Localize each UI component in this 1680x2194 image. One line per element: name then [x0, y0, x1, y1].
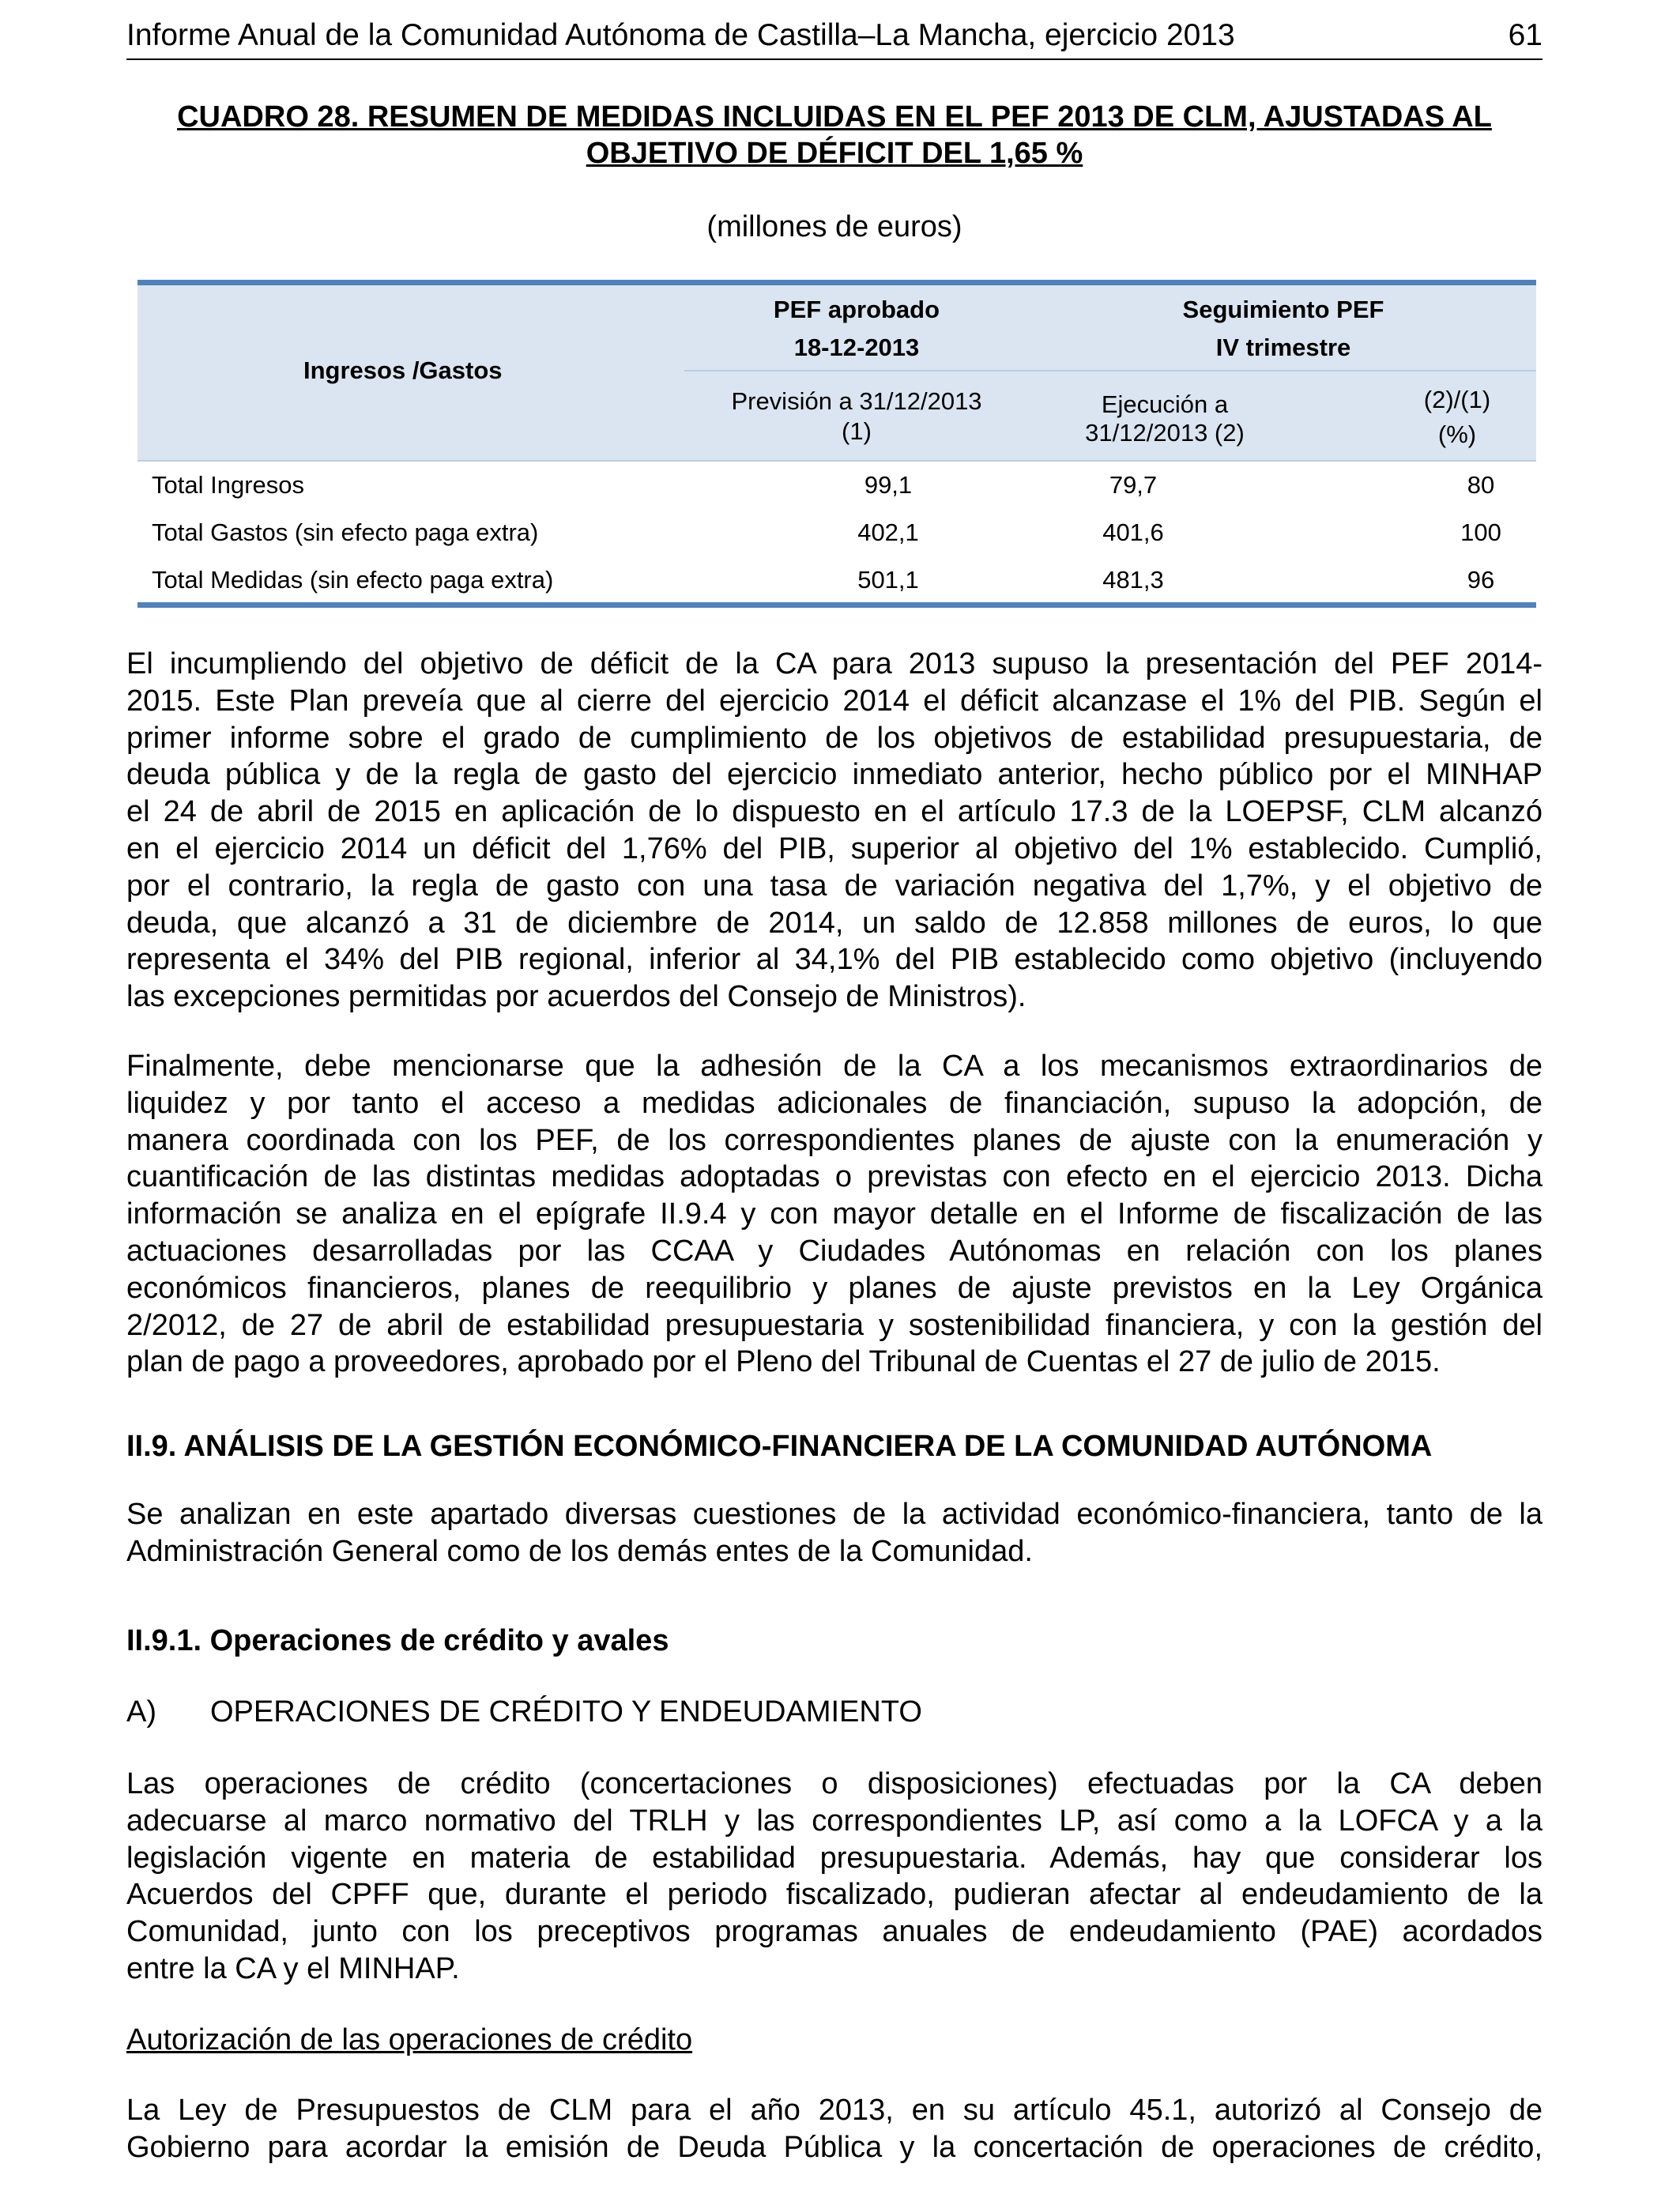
table-row-2-ejecucion: 401,6 — [1102, 518, 1164, 546]
table-caption — [126, 99, 1543, 172]
header-group2-line1: Seguimiento PEF — [1182, 296, 1384, 323]
paragraph-line: Comunidad, junto con los preceptivos programas anuales de endeudamiento (PAE) acordados — [126, 1915, 1543, 1949]
section-heading: II.9. ANÁLISIS DE LA GESTIÓN ECONÓMICO-FINANCIERA DE LA COMUNIDAD AUTÓNOMA — [126, 1430, 1433, 1463]
summary-table — [137, 280, 1536, 612]
table-row-2-ratio: 100 — [1460, 518, 1501, 546]
header-col1-line1: Previsión a 31/12/2013 — [731, 387, 982, 415]
paragraph-line: en el ejercicio 2014 un déficit del 1,76% del PIB, superior al objetivo del 1% establecido. Cumplió, — [126, 831, 1543, 865]
table-row-1-prevision: 99,1 — [864, 471, 913, 499]
paragraph-line: Acuerdos del CPFF que, durante el periodo fiscalizado, pudieran afectar al endeudamiento de la — [126, 1878, 1543, 1912]
table-caption-line-2: OBJETIVO DE DÉFICIT DEL 1,65 % — [586, 137, 1083, 170]
paragraph-line: actuaciones desarrolladas por las CCAA y Ciudades Autónomas en relación con los planes — [126, 1234, 1543, 1268]
header-group1-line1: PEF aprobado — [773, 296, 940, 323]
paragraph-ley-presupuestos — [126, 2092, 1543, 2166]
paragraph-line: legislación vigente en materia de estabilidad presupuestaria. Además, hay que considerar los — [126, 1841, 1543, 1875]
subsection-heading: II.9.1. Operaciones de crédito y avales — [126, 1624, 669, 1657]
paragraph-line: liquidez y por tanto el acceso a medidas adicionales de financiación, supuso la adopción, de — [126, 1086, 1543, 1120]
table-row-1-ejecucion: 79,7 — [1109, 471, 1158, 499]
header-col3-line2: (%) — [1437, 420, 1477, 448]
running-header — [126, 16, 1543, 60]
paragraph-line: entre la CA y el MINHAP. — [126, 1951, 460, 1985]
paragraph-line: representa el 34% del PIB regional, inferior al 34,1% del PIB establecido como objetivo (incluyendo — [126, 943, 1543, 977]
paragraph-line: el 24 de abril de 2015 en aplicación de lo dispuesto en el artículo 17.3 de la LOEPSF, CLM alcanzó — [126, 795, 1543, 829]
header-col2-line2: 31/12/2013 (2) — [1085, 419, 1245, 447]
paragraph-line: Administración General como de los demás entes de la Comunidad. — [126, 1534, 1033, 1568]
table-row-2-prevision: 402,1 — [857, 518, 919, 546]
paragraph-line: primer informe sobre el grado de cumplimiento de los objetivos de estabilidad presupuestaria, de — [126, 721, 1543, 755]
paragraph-operaciones-credito — [126, 1766, 1543, 1988]
header-col1-line2: (1) — [842, 417, 872, 445]
header-group2-line2: IV trimestre — [1215, 334, 1351, 361]
paragraph-line: Se analizan en este apartado diversas cuestiones de la actividad económico-financiera, tanto de la — [126, 1498, 1543, 1531]
paragraph-line: manera coordinada con los PEF, de los correspondientes planes de ajuste con la enumeración y — [126, 1123, 1543, 1157]
paragraph-line: Finalmente, debe mencionarse que la adhesión de la CA a los mecanismos extraordinarios de — [126, 1050, 1543, 1083]
paragraph-line: La Ley de Presupuestos de CLM para el año 2013, en su artículo 45.1, autorizó al Consejo de — [126, 2094, 1543, 2127]
header-row-label: Ingresos /Gastos — [303, 356, 503, 384]
underlined-heading: Autorización de las operaciones de crédito — [126, 2023, 693, 2056]
paragraph-line: información se analiza en el epígrafe II.9.4 y con mayor detalle en el Informe de fiscalización de las — [126, 1197, 1543, 1231]
table-row-3-ratio: 96 — [1467, 566, 1495, 594]
header-col3-line1: (2)/(1) — [1423, 386, 1491, 413]
table-row-3-prevision: 501,1 — [857, 566, 919, 594]
paragraph-line: Las operaciones de crédito (concertaciones o disposiciones) efectuadas por la CA deben — [126, 1767, 1543, 1800]
paragraph-line: deuda pública y de la regla de gasto del ejercicio inmediato anterior, hecho público por el MINHAP — [126, 758, 1543, 792]
paragraph-line: adecuarse al marco normativo del TRLH y las correspondientes LP, así como a la LOFCA y a la — [126, 1804, 1543, 1838]
table-row-2-label: Total Gastos (sin efecto paga extra) — [152, 518, 539, 546]
header-col2-line1: Ejecución a — [1101, 390, 1229, 418]
paragraph-line: cuantificación de las distintas medidas adoptadas o previstas con efecto en el ejercicio 2013. Dicha — [126, 1160, 1543, 1194]
paragraph-line: deuda, que alcanzó a 31 de diciembre de 2014, un saldo de 12.858 millones de euros, lo que — [126, 906, 1543, 940]
paragraph-mecanismos-liquidez — [126, 1048, 1543, 1381]
paragraph-line: 2015. Este Plan preveía que al cierre del ejercicio 2014 el déficit alcanzase el 1% del PIB. Según el — [126, 684, 1543, 718]
item-a-letter: A) — [126, 1695, 156, 1728]
table-row-3-label: Total Medidas (sin efecto paga extra) — [152, 566, 554, 594]
table-bottom-rule — [137, 602, 1536, 608]
table-caption-line-1: CUADRO 28. RESUMEN DE MEDIDAS INCLUIDAS EN EL PEF 2013 DE CLM, AJUSTADAS AL — [177, 100, 1492, 134]
paragraph-line: 2/2012, de 27 de abril de estabilidad presupuestaria y sostenibilidad financiera, y con la gestión del — [126, 1308, 1543, 1342]
paragraph-line: económicos financieros, planes de reequilibrio y planes de ajuste previstos en la Ley Orgánica — [126, 1271, 1543, 1305]
paragraph-pef-2014-2015 — [126, 646, 1543, 1016]
table-subheader-rule — [684, 370, 1536, 371]
paragraph-line: las excepciones permitidas por acuerdos del Consejo de Ministros). — [126, 980, 1026, 1014]
running-header-title: Informe Anual de la Comunidad Autónoma de Castilla–La Mancha, ejercicio 2013 — [126, 18, 1235, 52]
table-top-rule — [137, 280, 1536, 285]
paragraph-line: El incumpliendo del objetivo de déficit de la CA para 2013 supuso la presentación del PEF 2014- — [126, 647, 1543, 680]
table-header-separator — [137, 460, 1536, 462]
page-number: 61 — [1508, 18, 1543, 52]
paragraph-line: Gobierno para acordar la emisión de Deuda Pública y la concertación de operaciones de crédito, — [126, 2130, 1543, 2164]
header-group1-line2: 18-12-2013 — [793, 334, 920, 361]
paragraph-line: plan de pago a proveedores, aprobado por el Pleno del Tribunal de Cuentas el 27 de julio de 2015. — [126, 1345, 1441, 1379]
item-a-title: OPERACIONES DE CRÉDITO Y ENDEUDAMIENTO — [210, 1695, 922, 1728]
paragraph-line: por el contrario, la regla de gasto con una tasa de variación negativa del 1,7%, y el objetivo de — [126, 869, 1543, 903]
table-row-1-label: Total Ingresos — [152, 471, 304, 499]
table-row-1-ratio: 80 — [1467, 471, 1495, 499]
paragraph-analisis — [126, 1496, 1543, 1570]
table-unit: (millones de euros) — [706, 210, 962, 243]
table-row-3-ejecucion: 481,3 — [1102, 566, 1164, 594]
